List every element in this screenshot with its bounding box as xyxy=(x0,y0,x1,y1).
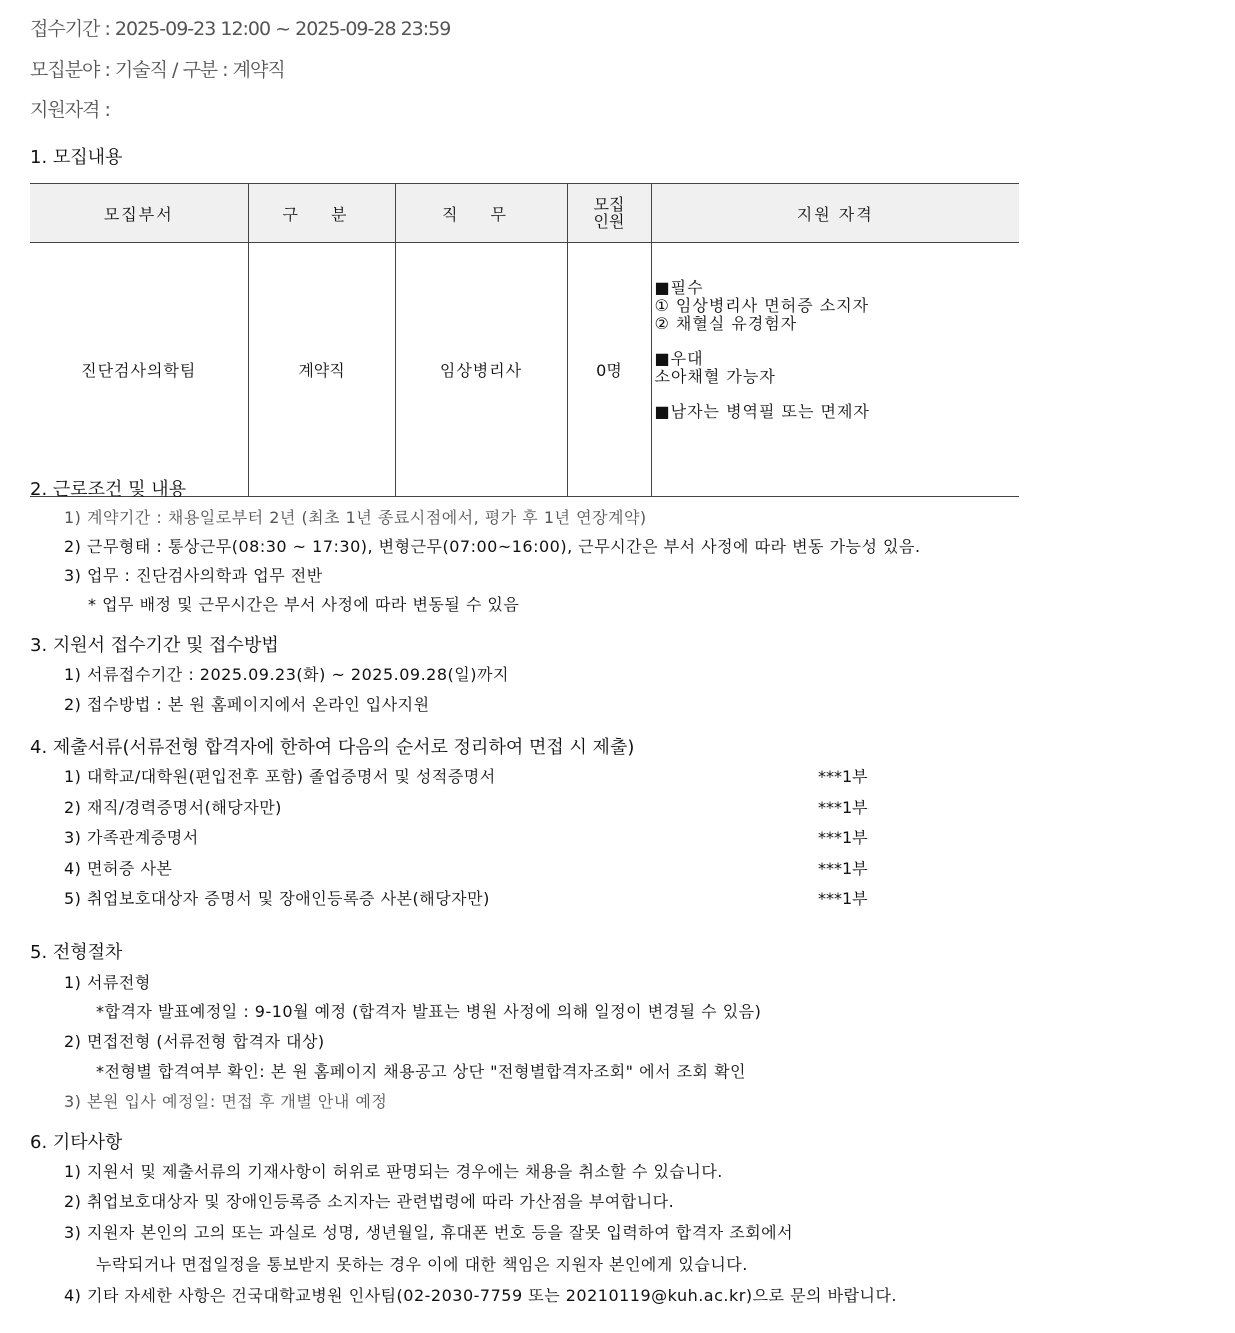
duty-note: * 업무 배정 및 근무시간은 부서 사정에 따라 변동될 수 있음 xyxy=(88,595,520,614)
document-qty-5: ***1부 xyxy=(818,889,868,908)
contract-period: 1) 계약기간 : 채용일로부터 2년 (최초 1년 종료시점에서, 평가 후 1년 연장계약) xyxy=(64,508,647,527)
header-count-line2: 인원 xyxy=(593,212,625,231)
cell-qualification xyxy=(651,243,1019,497)
document-item-4: 4) 면허증 사본 xyxy=(64,859,173,878)
section-5-title: 5. 전형절차 xyxy=(30,942,123,963)
recruit-table xyxy=(30,183,1019,497)
misc-item-3: 3) 지원자 본인의 고의 또는 과실로 성명, 생년월일, 휴대폰 번호 등을 잘못 입력하여 합격자 조회에서 xyxy=(64,1223,794,1242)
document-item-3: 3) 가족관계증명서 xyxy=(64,828,199,847)
application-method: 2) 접수방법 : 본 원 홈페이지에서 온라인 입사지원 xyxy=(64,695,430,714)
misc-item-4: 4) 기타 자세한 사항은 건국대학교병원 인사팀(02-2030-7759 또는 20210119@kuh.ac.kr)으로 문의 바랍니다. xyxy=(64,1286,897,1305)
application-period: 1) 서류접수기간 : 2025.09.23(화) ~ 2025.09.28(일)까지 xyxy=(64,665,509,684)
header-count-line1: 모집 xyxy=(593,195,625,214)
screening-announcement-note: *합격자 발표예정일 : 9-10월 예정 (합격자 발표는 병원 사정에 의해 일정이 변경될 수 있음) xyxy=(96,1002,762,1021)
misc-item-1: 1) 지원서 및 제출서류의 기재사항이 허위로 판명되는 경우에는 채용을 취소할 수 있습니다. xyxy=(64,1162,723,1181)
cell-count: 0명 xyxy=(567,243,651,497)
document-qty-2: ***1부 xyxy=(818,798,868,817)
table-header-row xyxy=(30,184,1019,243)
misc-item-3-cont: 누락되거나 면접일정을 통보받지 못하는 경우 이에 대한 책임은 지원자 본인에게 있습니다. xyxy=(96,1255,748,1274)
header-job: 직 무 xyxy=(395,184,567,243)
qual-required-1: ① 임상병리사 면허증 소지자 xyxy=(654,296,870,315)
header-qualification: 지원 자격 xyxy=(651,184,1019,243)
document-qty-1: ***1부 xyxy=(818,767,868,786)
duty: 3) 업무 : 진단검사의학과 업무 전반 xyxy=(64,566,323,585)
qualification-label: 지원자격 : xyxy=(30,99,110,121)
qual-required-title: ■필수 xyxy=(654,278,704,297)
document-qty-4: ***1부 xyxy=(818,859,868,878)
document-qty-3: ***1부 xyxy=(818,828,868,847)
cell-type: 계약직 xyxy=(248,243,395,497)
qual-preferred-title: ■우대 xyxy=(654,349,704,368)
misc-item-2: 2) 취업보호대상자 및 장애인등록증 소지자는 관련법령에 따라 가산점을 부여합니다. xyxy=(64,1192,675,1211)
qual-male: ■남자는 병역필 또는 면제자 xyxy=(654,402,870,421)
table-row xyxy=(30,243,1019,497)
document-item-2: 2) 재직/경력증명서(해당자만) xyxy=(64,798,282,817)
header-department: 모집부서 xyxy=(30,184,248,243)
qual-preferred-1: 소아채혈 가능자 xyxy=(654,367,776,386)
section-2-title: 2. 근로조건 및 내용 xyxy=(30,479,187,500)
section-4-title: 4. 제출서류(서류전형 합격자에 한하여 다음의 순서로 정리하여 면접 시 제출) xyxy=(30,737,635,758)
screening-interview: 2) 면접전형 (서류전형 합격자 대상) xyxy=(64,1032,325,1051)
section-6-title: 6. 기타사항 xyxy=(30,1132,123,1153)
section-3-title: 3. 지원서 접수기간 및 접수방법 xyxy=(30,635,279,656)
cell-job: 임상병리사 xyxy=(395,243,567,497)
qual-required-2: ② 채혈실 유경험자 xyxy=(654,314,798,333)
screening-document: 1) 서류전형 xyxy=(64,973,151,992)
screening-result-note: *전형별 합격여부 확인: 본 원 홈페이지 채용공고 상단 "전형별합격자조회" 에서 조회 확인 xyxy=(96,1062,747,1081)
header-count xyxy=(567,184,651,243)
work-type: 2) 근무형태 : 통상근무(08:30 ~ 17:30), 변형근무(07:00~16:00), 근무시간은 부서 사정에 따라 변동 가능성 있음. xyxy=(64,537,921,556)
recruit-field: 모집분야 : 기술직 / 구분 : 계약직 xyxy=(30,59,285,81)
header-type: 구 분 xyxy=(248,184,395,243)
document-item-1: 1) 대학교/대학원(편입전후 포함) 졸업증명서 및 성적증명서 xyxy=(64,767,496,786)
cell-department: 진단검사의학팀 xyxy=(30,243,248,497)
section-1-title: 1. 모집내용 xyxy=(30,147,123,168)
document-item-5: 5) 취업보호대상자 증명서 및 장애인등록증 사본(해당자만) xyxy=(64,889,490,908)
start-date: 3) 본원 입사 예정일: 면접 후 개별 안내 예정 xyxy=(64,1092,388,1111)
reception-period: 접수기간 : 2025-09-23 12:00 ~ 2025-09-28 23:59 xyxy=(30,18,451,40)
